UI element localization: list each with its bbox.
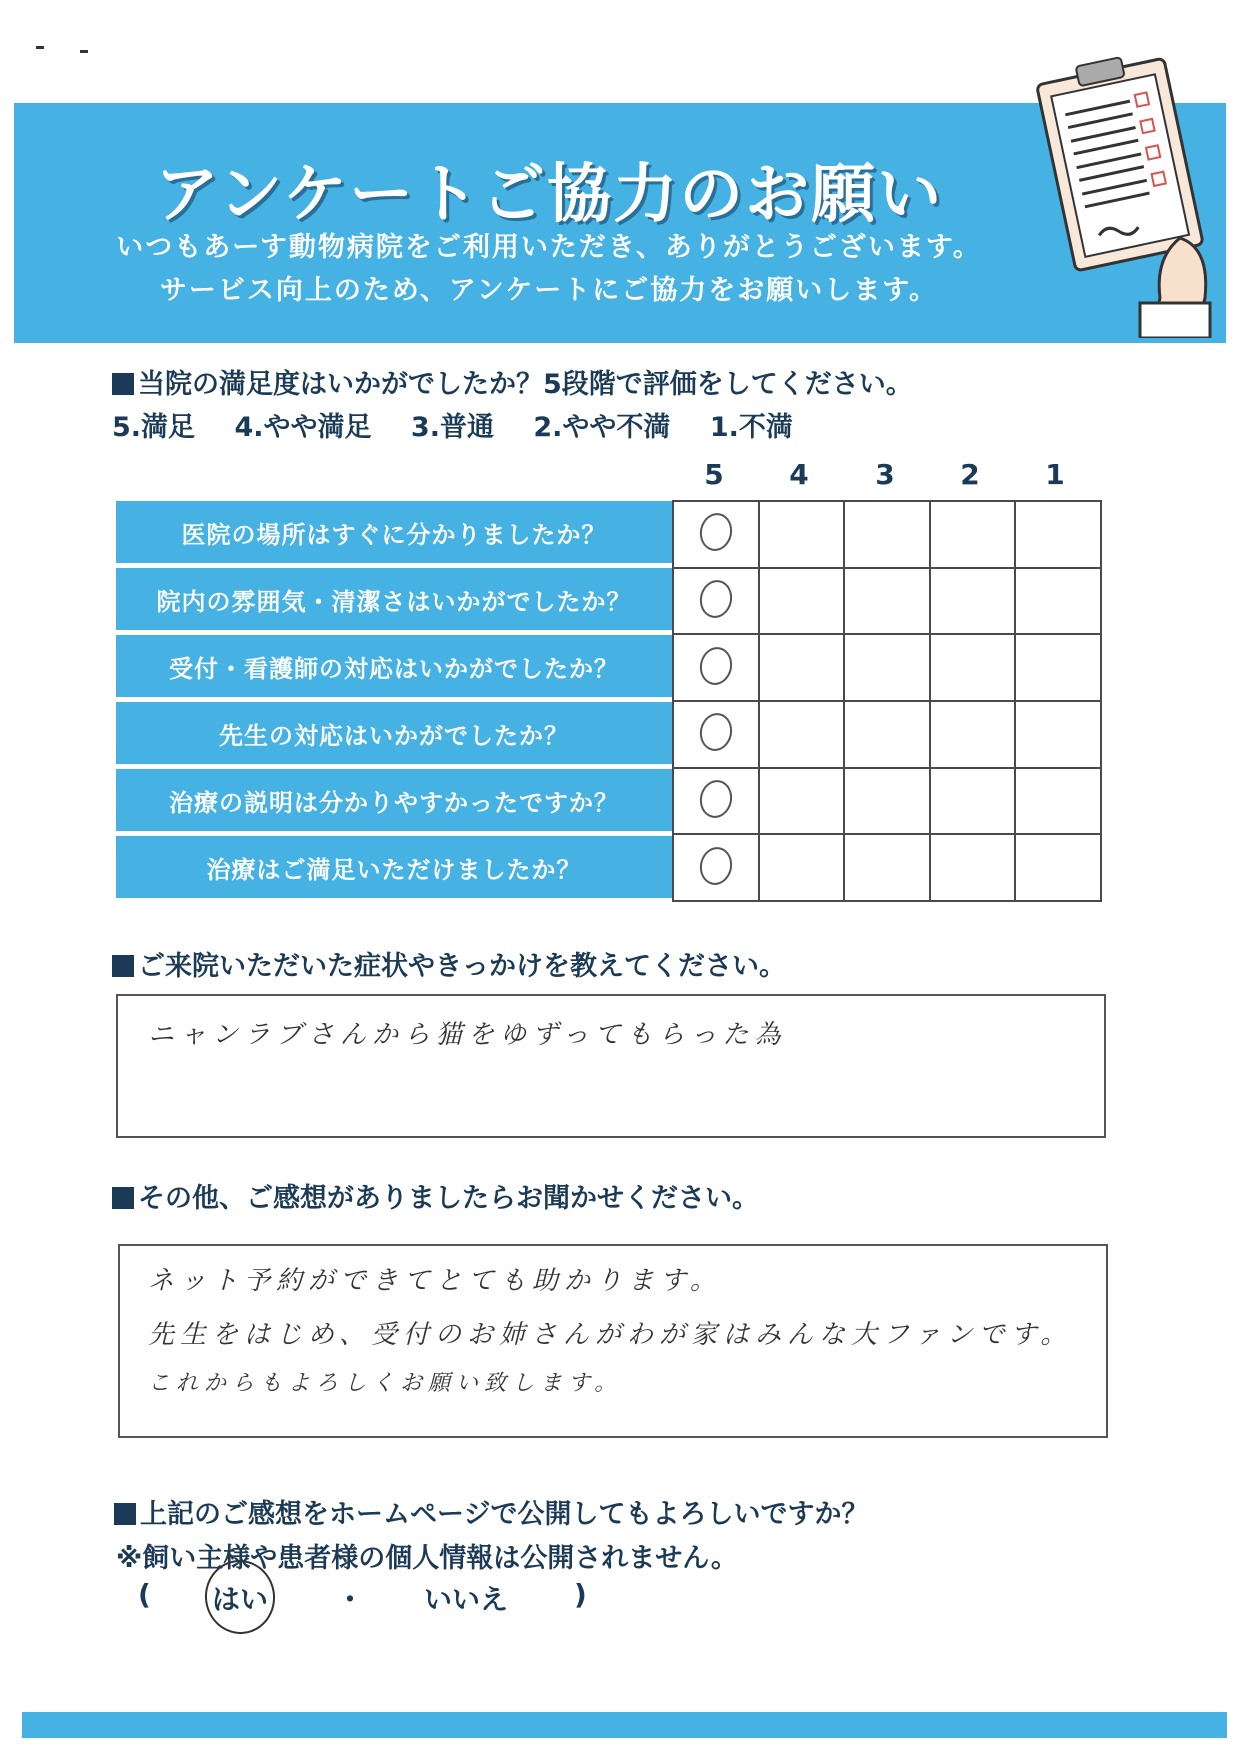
heading-bullet-icon bbox=[112, 1187, 134, 1209]
rating-heading bbox=[112, 362, 913, 401]
rating-cell-q2-4[interactable] bbox=[759, 568, 845, 635]
comment-heading-text: その他、ご感想がありましたらお聞かせください。 bbox=[138, 1183, 759, 1214]
heading-bullet-icon bbox=[112, 955, 134, 977]
rating-cell-q5-1[interactable] bbox=[1015, 768, 1101, 835]
comment-heading bbox=[112, 1176, 759, 1215]
question-5: 治療の説明は分かりやすかったですか？ bbox=[116, 769, 672, 831]
rating-cell-q3-3[interactable] bbox=[844, 634, 930, 701]
reason-heading bbox=[112, 944, 786, 983]
option-yes[interactable]: はい bbox=[212, 1583, 269, 1616]
comment-answer-box[interactable] bbox=[118, 1244, 1108, 1438]
selected-circle-mark bbox=[696, 510, 735, 554]
question-4: 先生の対応はいかがでしたか？ bbox=[116, 702, 672, 764]
question-list bbox=[116, 501, 672, 903]
header-subtitle-line2: サービス向上のため、アンケートにご協力をお願いします。 bbox=[159, 275, 939, 306]
selected-circle-mark bbox=[696, 710, 735, 754]
selected-circle-mark bbox=[696, 577, 735, 621]
privacy-note: ※飼い主様や患者様の個人情報は公開されません。 bbox=[116, 1543, 738, 1574]
rating-cell-q1-2[interactable] bbox=[930, 501, 1016, 568]
rating-cell-q1-3[interactable] bbox=[844, 501, 930, 568]
footer-bar bbox=[22, 1712, 1227, 1738]
scan-mark bbox=[36, 46, 44, 49]
publish-heading-text: 上記のご感想をホームページで公開してもよろしいですか？ bbox=[140, 1499, 869, 1530]
rating-cell-q4-1[interactable] bbox=[1015, 701, 1101, 768]
rating-cell-q5-3[interactable] bbox=[844, 768, 930, 835]
column-header-1: 1 bbox=[1045, 458, 1065, 491]
rating-grid bbox=[672, 500, 1102, 902]
rating-cell-q6-1[interactable] bbox=[1015, 834, 1101, 901]
rating-row bbox=[673, 768, 1101, 835]
scale-4: 4.やや満足 bbox=[234, 412, 372, 443]
rating-cell-q3-1[interactable] bbox=[1015, 634, 1101, 701]
clipboard-checklist-icon bbox=[1030, 48, 1230, 338]
rating-cell-q3-4[interactable] bbox=[759, 634, 845, 701]
question-3: 受付・看護師の対応はいかがでしたか？ bbox=[116, 635, 672, 697]
rating-row bbox=[673, 501, 1101, 568]
scale-3: 3.普通 bbox=[410, 412, 494, 443]
question-1: 医院の場所はすぐに分かりましたか？ bbox=[116, 501, 672, 563]
rating-cell-q6-2[interactable] bbox=[930, 834, 1016, 901]
rating-scale-legend bbox=[112, 405, 823, 444]
scan-mark bbox=[80, 50, 88, 53]
rating-cell-q2-1[interactable] bbox=[1015, 568, 1101, 635]
scale-5: 5.満足 bbox=[112, 412, 196, 443]
rating-cell-q4-5[interactable] bbox=[673, 701, 759, 768]
column-header-3: 3 bbox=[875, 458, 895, 491]
reason-heading-text: ご来院いただいた症状やきっかけを教えてください。 bbox=[138, 951, 786, 982]
rating-cell-q5-2[interactable] bbox=[930, 768, 1016, 835]
rating-row bbox=[673, 634, 1101, 701]
reason-answer: ニャンラブさんから猫をゆずってもらった為 bbox=[148, 1020, 787, 1050]
scale-2: 2.やや不満 bbox=[533, 412, 671, 443]
selected-circle-mark bbox=[696, 777, 735, 821]
heading-bullet-icon bbox=[112, 373, 134, 395]
rating-cell-q2-5[interactable] bbox=[673, 568, 759, 635]
column-header-2: 2 bbox=[960, 458, 980, 491]
publish-heading bbox=[114, 1492, 868, 1531]
rating-row bbox=[673, 701, 1101, 768]
rating-cell-q1-5[interactable] bbox=[673, 501, 759, 568]
rating-row bbox=[673, 568, 1101, 635]
rating-cell-q4-2[interactable] bbox=[930, 701, 1016, 768]
rating-cell-q3-2[interactable] bbox=[930, 634, 1016, 701]
header-subtitle-line1: いつもあーす動物病院をご利用いただき、ありがとうございます。 bbox=[116, 232, 982, 263]
comment-line-1: ネット予約ができてとても助かります。 bbox=[148, 1266, 722, 1296]
column-header-4: 4 bbox=[789, 458, 809, 491]
heading-bullet-icon bbox=[114, 1503, 136, 1525]
question-2: 院内の雰囲気・清潔さはいかがでしたか？ bbox=[116, 568, 672, 630]
rating-cell-q6-3[interactable] bbox=[844, 834, 930, 901]
rating-cell-q3-5[interactable] bbox=[673, 634, 759, 701]
rating-cell-q1-4[interactable] bbox=[759, 501, 845, 568]
rating-cell-q6-4[interactable] bbox=[759, 834, 845, 901]
comment-line-2: 先生をはじめ、受付のお姉さんがわが家はみんな大ファンです。 bbox=[148, 1320, 1073, 1350]
selected-circle-mark bbox=[696, 644, 735, 688]
rating-row bbox=[673, 834, 1101, 901]
question-6: 治療はご満足いただけましたか？ bbox=[116, 836, 672, 898]
scale-1: 1.不満 bbox=[709, 412, 793, 443]
close-paren: ) bbox=[574, 1578, 587, 1611]
rating-cell-q2-3[interactable] bbox=[844, 568, 930, 635]
page-title: アンケートご協力のお願い bbox=[154, 158, 944, 232]
rating-cell-q5-4[interactable] bbox=[759, 768, 845, 835]
rating-cell-q5-5[interactable] bbox=[673, 768, 759, 835]
selected-circle-mark bbox=[696, 844, 735, 888]
rating-cell-q4-4[interactable] bbox=[759, 701, 845, 768]
open-paren: ( bbox=[138, 1578, 151, 1611]
rating-cell-q1-1[interactable] bbox=[1015, 501, 1101, 568]
comment-line-3: これからもよろしくお願い致します。 bbox=[148, 1371, 623, 1396]
rating-cell-q2-2[interactable] bbox=[930, 568, 1016, 635]
option-separator: ・ bbox=[336, 1583, 365, 1616]
column-header-5: 5 bbox=[704, 458, 724, 491]
reason-answer-box[interactable] bbox=[116, 994, 1106, 1138]
rating-cell-q4-3[interactable] bbox=[844, 701, 930, 768]
option-no[interactable]: いいえ bbox=[424, 1583, 509, 1616]
rating-heading-text: 当院の満足度はいかがでしたか？5段階で評価をしてください。 bbox=[138, 369, 913, 400]
rating-cell-q6-5[interactable] bbox=[673, 834, 759, 901]
